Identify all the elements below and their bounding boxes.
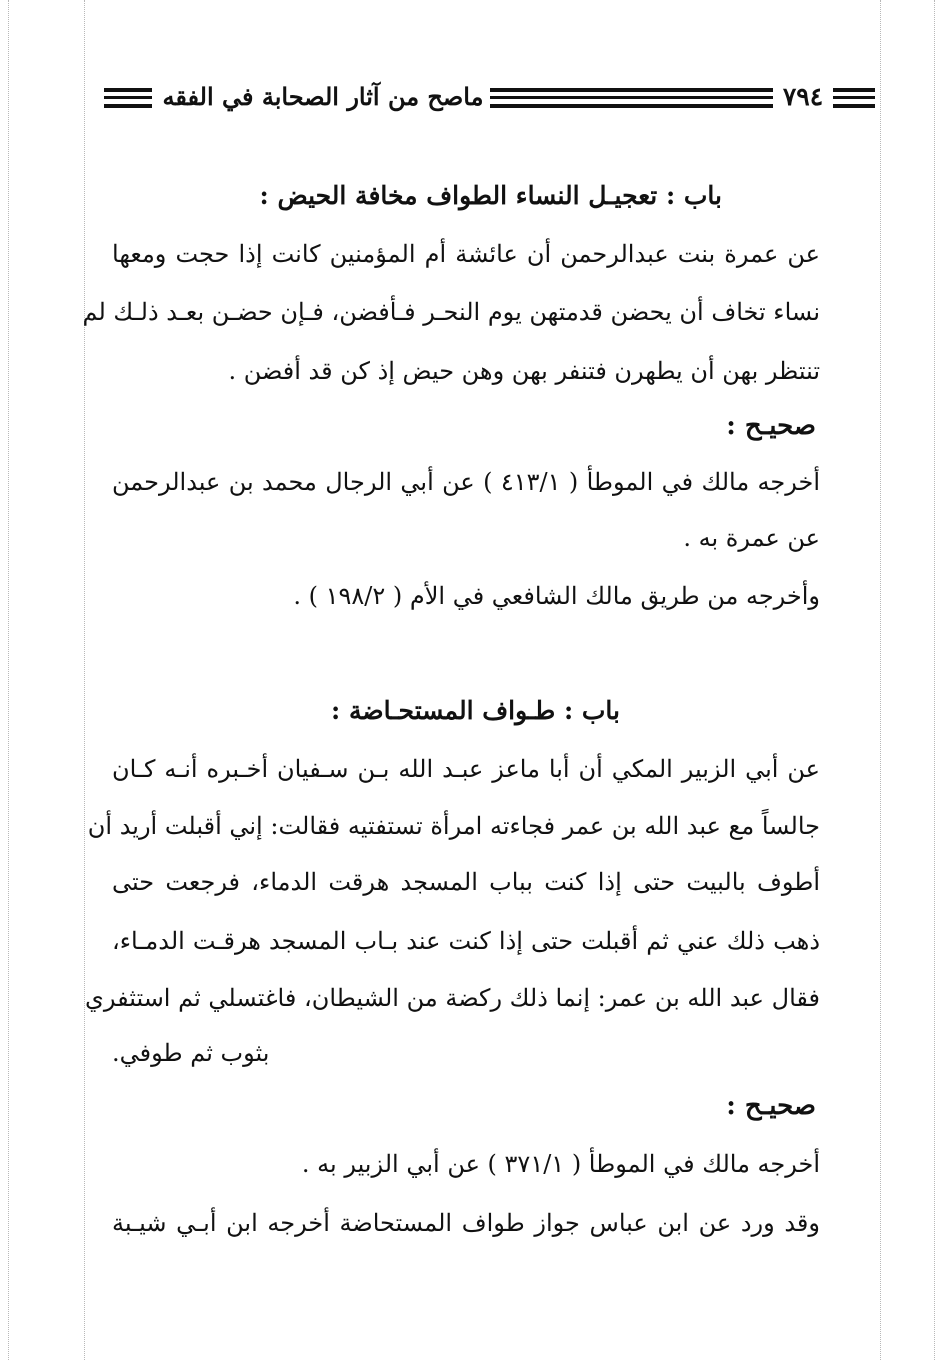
text-line: ذهب ذلك عني ثم أقبلت حتى إذا كنت عند بـاب المسجد هرقـت الدمـاء، bbox=[112, 927, 820, 955]
takhrij-line: وقد ورد عن ابن عباس جواز طواف المستحاضة أخرجه ابن أبـي شيـبة bbox=[112, 1209, 820, 1237]
page-number: ٧٩٤ bbox=[782, 82, 824, 111]
grade-label: صحيـح : bbox=[726, 411, 816, 441]
takhrij-line: أخرجه مالك في الموطأ ( ٤١٣/١ ) عن أبي الرجال محمد بن عبدالرحمن bbox=[112, 468, 820, 496]
takhrij-line: أخرجه مالك في الموطأ ( ٣٧١/١ ) عن أبي الزبير به . bbox=[301, 1150, 820, 1178]
text-line: عن عمرة بنت عبدالرحمن أن عائشة أم المؤمنين كانت إذا حجت ومعها bbox=[112, 240, 820, 268]
text-line: جالساً مع عبد الله بن عمر فجاءته امرأة تستفتيه فقالت: إني أقبلت أريد أن bbox=[87, 812, 820, 840]
text-line: بثوب ثم طوفي. bbox=[112, 1039, 270, 1067]
text-line: فقال عبد الله بن عمر: إنما ذلك ركضة من الشيطان، فاغتسلي ثم استثفري bbox=[85, 984, 820, 1012]
takhrij-line: وأخرجه من طريق مالك الشافعي في الأم ( ١٩٨/٢ ) . bbox=[293, 582, 820, 610]
grade-label: صحيـح : bbox=[726, 1091, 816, 1121]
text-line: نساء تخاف أن يحضن قدمتهن يوم النحـر فـأفضن، فـإن حضـن بعـد ذلـك لم bbox=[82, 298, 820, 326]
section-heading: باب : طـواف المستحـاضة : bbox=[331, 696, 620, 725]
text-line: تنتظر بهن أن يطهرن فتنفر بهن وهن حيض إذ كن قد أفضن . bbox=[228, 357, 820, 385]
running-title: ماصح من آثار الصحابة في الفقه bbox=[162, 82, 484, 111]
takhrij-line: عن عمرة به . bbox=[683, 524, 820, 552]
section-heading: باب : تعجيـل النساء الطواف مخافة الحيض : bbox=[259, 181, 722, 210]
text-line: أطوف بالبيت حتى إذا كنت بباب المسجد هرقت الدماء، فرجعت حتى bbox=[112, 868, 820, 896]
text-line: عن أبي الزبير المكي أن أبا ماعز عبـد الله بـن سـفيان أخـبره أنـه كـان bbox=[112, 755, 820, 783]
